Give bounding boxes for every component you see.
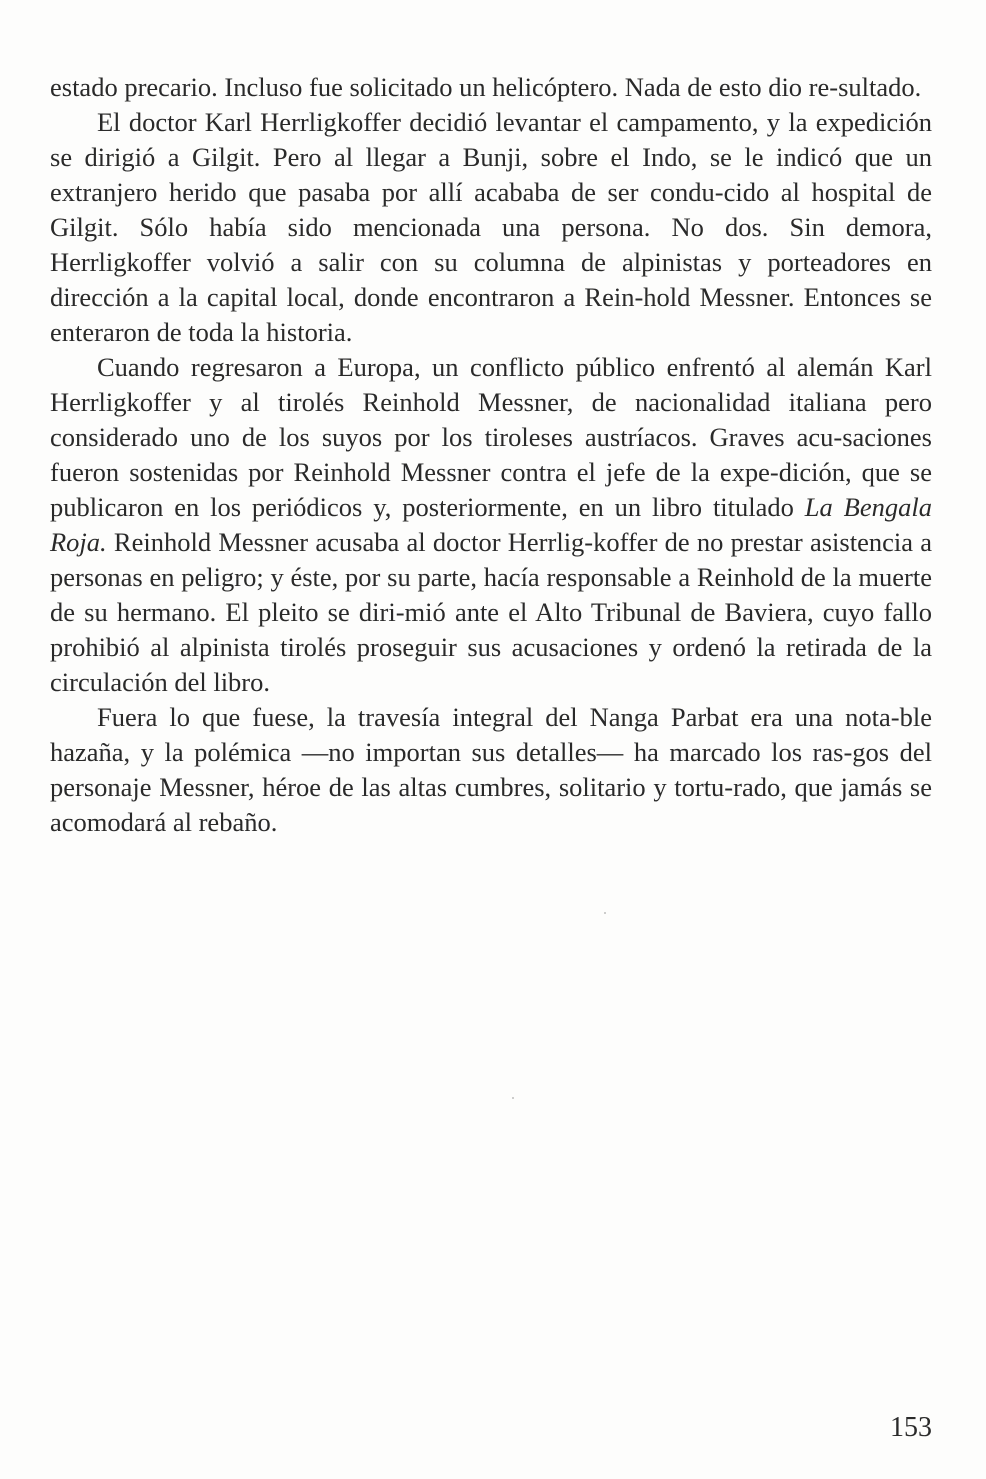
body-text <box>50 70 932 840</box>
paragraph-3-part-1: Cuando regresaron a Europa, un conflicto público enfrentó al alemán Karl Herrligkoffer y al tirolés Reinhold Messner, de nacionalidad italiana pero considerado uno de los suyos por los tiroleses austríacos. Graves acu-saciones fueron sostenidas por Reinhold Messner contra el jefe de la expe-dición, que se publicaron en los periódicos y, posteriormente, en un libro titulado <box>50 352 932 522</box>
paragraph-4: Fuera lo que fuese, la travesía integral del Nanga Parbat era una nota-ble hazaña, y la polémica —no importan sus detalles— ha marcado los ras-gos del personaje Messner, héroe de las altas cumbres, solitario y tortu-rado, que jamás se acomodará al rebaño. <box>50 702 932 837</box>
paragraph-3 <box>50 350 932 700</box>
paragraph-2: El doctor Karl Herrligkoffer decidió levantar el campamento, y la expedición se dirigió a Gilgit. Pero al llegar a Bunji, sobre el Indo, se le indicó que un extranjero herido que pasaba por allí acababa de ser condu-cido al hospital de Gilgit. Sólo había sido mencionada una persona. No dos. Sin demora, Herrligkoffer volvió a salir con su columna de alpinistas y porteadores en dirección a la capital local, donde encontraron a Rein-hold Messner. Entonces se enteraron de toda la historia. <box>50 107 932 347</box>
book-title-italic: La Bengala Roja. <box>50 492 932 557</box>
page-number: 153 <box>890 1412 932 1443</box>
paragraph-1: estado precario. Incluso fue solicitado un helicóptero. Nada de esto dio re-sultado. <box>50 72 922 102</box>
paragraph-3-part-2: Reinhold Messner acusaba al doctor Herrlig-koffer de no prestar asistencia a personas en peligro; y éste, por su parte, hacía responsable a Reinhold de la muerte de su hermano. El pleito se diri-mió ante el Alto Tribunal de Baviera, cuyo fallo prohibió al alpinista tirolés proseguir sus acusaciones y ordenó la retirada de la circulación del libro. <box>50 527 932 697</box>
